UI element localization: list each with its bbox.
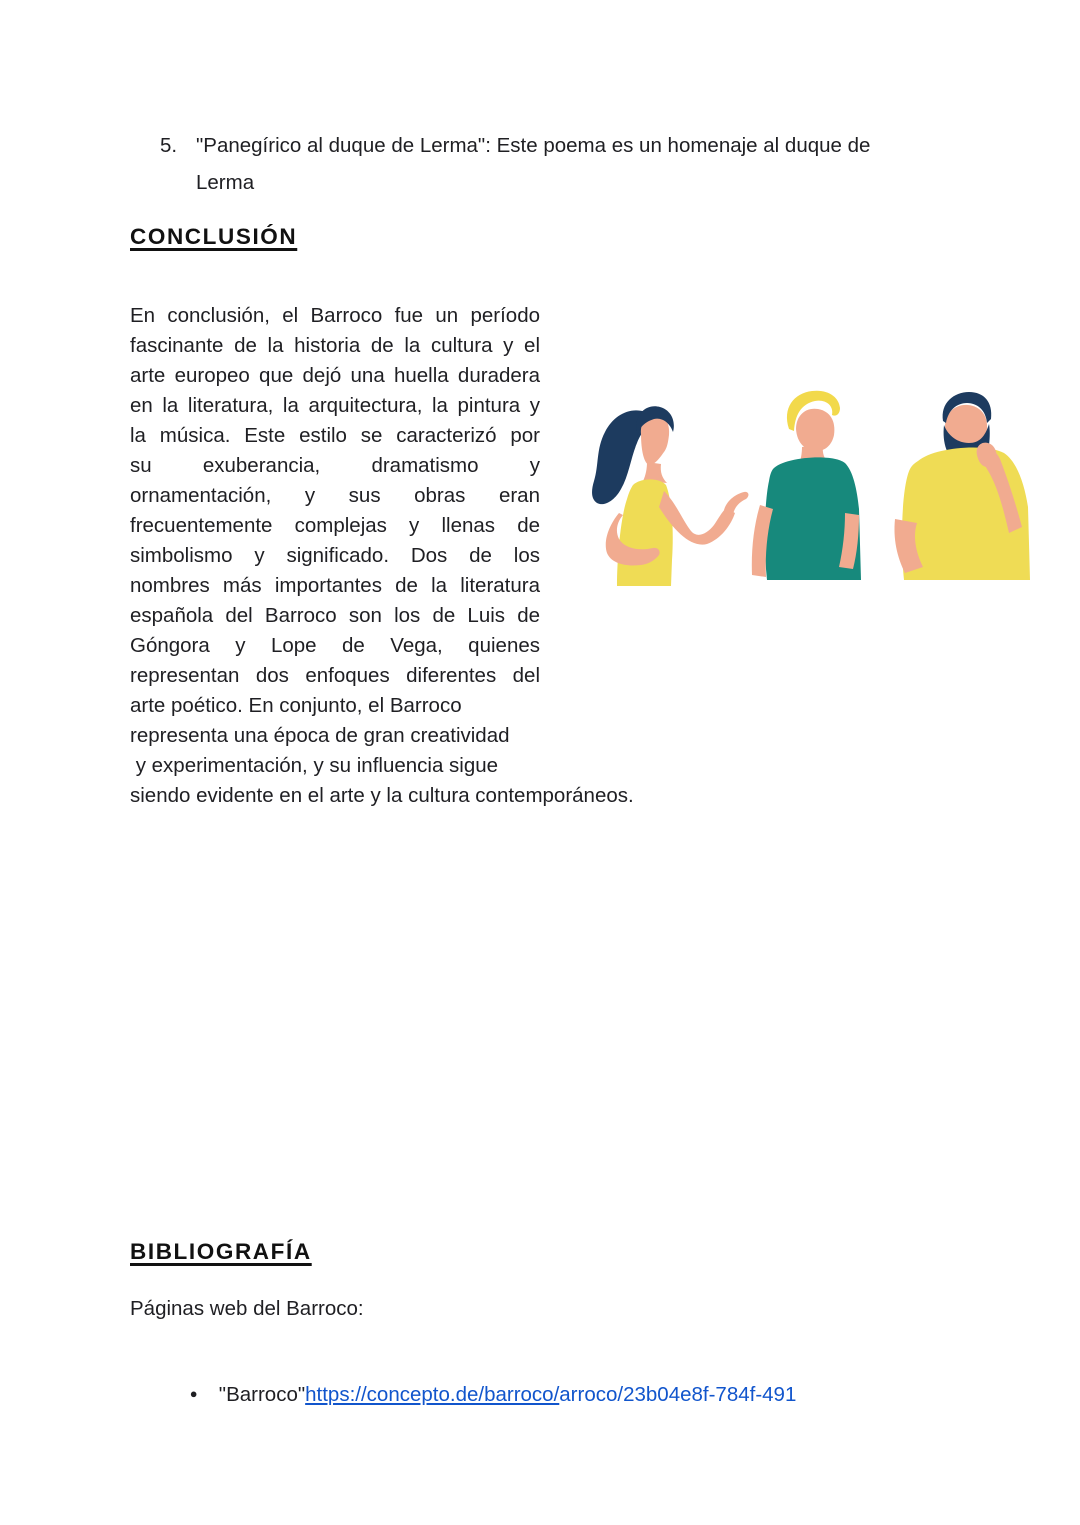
- illustration-three-people: [588, 388, 1038, 588]
- paragraph-line: representan dos enfoques diferentes del: [130, 664, 540, 687]
- bibliography-list-item: [167, 1350, 796, 1442]
- paragraph-line: arte poético. En conjunto, el Barroco: [130, 694, 462, 717]
- figure-bearded-man: [894, 392, 1030, 580]
- bibliography-intro: Páginas web del Barroco:: [130, 1297, 364, 1320]
- bibliography-heading: BIBLIOGRAFÍA: [130, 1239, 312, 1264]
- paragraph-line: En conclusión, el Barroco fue un período: [130, 304, 540, 327]
- conclusion-paragraph: [130, 301, 634, 811]
- paragraph-line: frecuentemente complejas y llenas de: [130, 514, 540, 537]
- figure-woman: [592, 406, 748, 586]
- conclusion-heading: CONCLUSIÓN: [130, 224, 298, 249]
- paragraph-line: nombres más importantes de la literatura: [130, 574, 540, 597]
- figure-teal-person: [752, 391, 861, 580]
- list-line-1: "Panegírico al duque de Lerma": Este poema es un homenaje al duque de: [196, 134, 871, 157]
- paragraph-line: española del Barroco son los de Luis de: [130, 604, 540, 627]
- bibliography-link-underlined[interactable]: https://concepto.de/barroco/: [305, 1383, 560, 1406]
- bibliography-item-label: "Barroco": [218, 1383, 306, 1406]
- list-number: 5.: [160, 134, 178, 157]
- list-line-2: Lerma: [196, 171, 255, 194]
- paragraph-line: Góngora y Lope de Vega, quienes: [130, 634, 540, 657]
- numbered-list-item-5: [160, 127, 870, 201]
- paragraph-line: representa una época de gran creatividad: [130, 724, 510, 747]
- woman-open-hand-shape: [724, 492, 748, 515]
- paragraph-line: su exuberancia, dramatismo y: [130, 454, 540, 477]
- paragraph-line: arte europeo que dejó una huella duradera: [130, 364, 540, 387]
- paragraph-line: siendo evidente en el arte y la cultura contemporáneos.: [130, 784, 634, 807]
- teal-person-face-shape: [796, 409, 834, 451]
- paragraph-line: fascinante de la historia de la cultura y el: [130, 334, 540, 357]
- list-text: [196, 127, 870, 201]
- paragraph-line: y experimentación, y su influencia sigue: [130, 754, 499, 777]
- paragraph-line: en la literatura, la arquitectura, la pintura y: [130, 394, 540, 417]
- paragraph-line: simbolismo y significado. Dos de los: [130, 544, 540, 567]
- bullet-icon: ●: [189, 1386, 198, 1401]
- paragraph-line: ornamentación, y sus obras eran: [130, 484, 540, 507]
- paragraph-line: la música. Este estilo se caracterizó por: [130, 424, 540, 447]
- bibliography-link-plain[interactable]: arroco/23b04e8f-784f-491: [559, 1383, 797, 1406]
